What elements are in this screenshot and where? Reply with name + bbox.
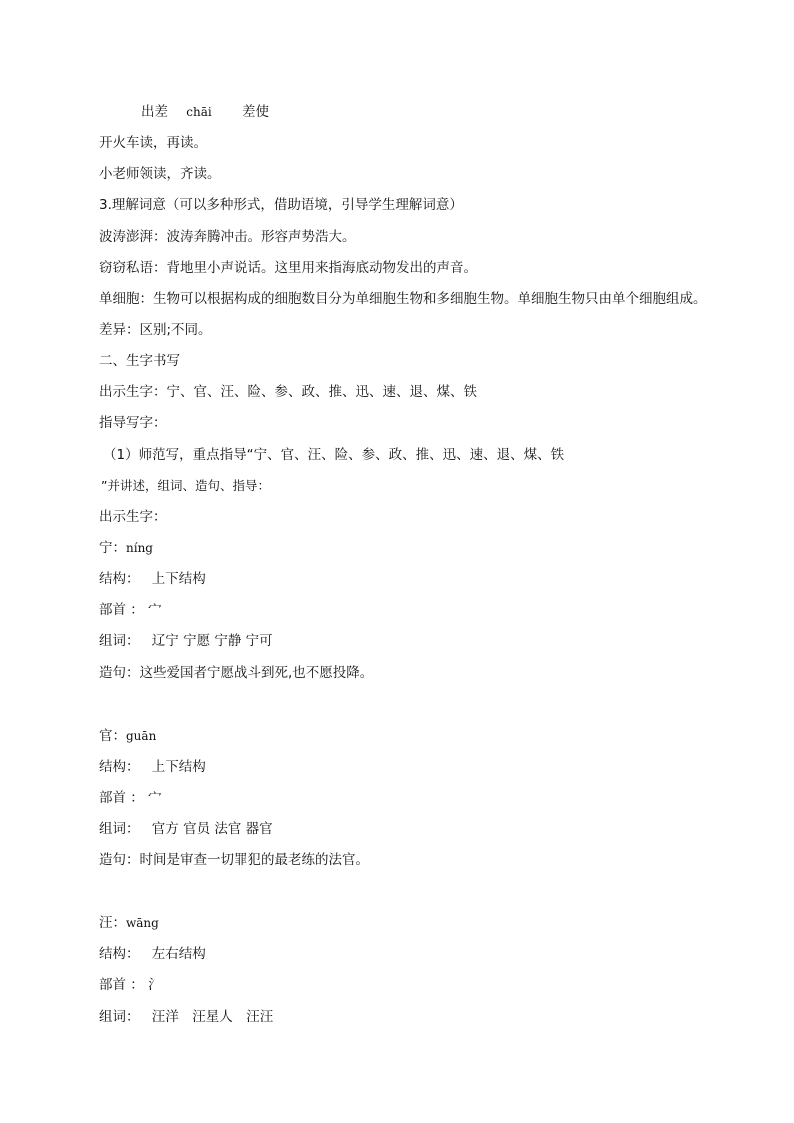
field-label: 结构：: [99, 759, 140, 775]
field-label: 组词：: [99, 1009, 140, 1025]
character-label: 汪：: [99, 915, 126, 931]
sentence-line: 造句：时间是审查一切罪犯的最老练的法官。: [99, 852, 369, 868]
structure-line: [99, 944, 206, 964]
paragraph: 出示生字：: [99, 509, 167, 525]
field-label: 组词：: [99, 633, 140, 649]
field-label: 结构：: [99, 571, 140, 587]
polyphone-line: [141, 102, 269, 122]
field-label: 部首 ：: [99, 602, 144, 618]
pinyin-text: chāi: [186, 105, 212, 119]
field-value: 汪洋 汪星人 汪汪: [151, 1009, 274, 1025]
field-value: 左右结构: [151, 946, 206, 962]
paragraph: （1）师范写，重点指导“宁、官、汪、险、参、政、推、迅、速、退、煤、铁: [103, 447, 565, 463]
words-line: [99, 1007, 273, 1027]
sentence-line: 造句：这些爱国者宁愿战斗到死,也不愿投降。: [99, 665, 374, 681]
definition: 单细胞：生物可以根据构成的细胞数目分为单细胞生物和多细胞生物。单细胞生物只由单个细胞组成。: [99, 291, 707, 307]
radical-line: [99, 788, 162, 808]
field-label: 部首 ：: [99, 977, 144, 993]
pinyin-text: wāng: [126, 916, 159, 930]
definition: 窃窃私语：背地里小声说话。这里用来指海底动物发出的声音。: [99, 260, 477, 276]
field-value: 官方 官员 法官 器官: [151, 821, 273, 837]
character-label: 宁：: [99, 540, 126, 556]
section-heading: 3.理解词意（可以多种形式，借助语境，引导学生理解词意）: [99, 197, 463, 213]
field-value: 上下结构: [151, 571, 206, 587]
words-line: [99, 819, 273, 839]
field-value: 宀: [148, 602, 162, 618]
field-value: 氵: [148, 977, 162, 993]
character-label: 官：: [99, 728, 126, 744]
radical-line: [99, 600, 162, 620]
field-value: 宀: [148, 790, 162, 806]
paragraph: 出示生字：宁、官、汪、险、参、政、推、迅、速、退、煤、铁: [99, 384, 477, 400]
character-line: [99, 726, 156, 746]
paragraph: 开火车读，再读。: [99, 135, 207, 151]
structure-line: [99, 569, 206, 589]
section-heading: 二、生字书写: [99, 353, 180, 369]
definition: 差异：区别;不同。: [99, 322, 212, 338]
definition: 波涛澎湃：波涛奔腾冲击。形容声势浩大。: [99, 229, 356, 245]
words-line: [99, 631, 273, 651]
structure-line: [99, 757, 206, 777]
field-value: 辽宁 宁愿 宁静 宁可: [151, 633, 273, 649]
character-line: [99, 538, 153, 558]
field-value: 上下结构: [151, 759, 206, 775]
paragraph: 指导写字：: [99, 415, 167, 431]
pinyin-text: níng: [126, 541, 153, 555]
character-line: [99, 913, 159, 933]
pinyin-text: guān: [126, 729, 157, 743]
field-label: 部首 ：: [99, 790, 144, 806]
paragraph: 小老师领读，齐读。: [99, 166, 221, 182]
field-label: 组词：: [99, 821, 140, 837]
word-text: 出差: [141, 104, 168, 120]
radical-line: [99, 975, 162, 995]
paragraph: ”并讲述，组词、造句、指导：: [101, 478, 270, 493]
word-text: 差使: [242, 104, 270, 120]
field-label: 结构：: [99, 946, 140, 962]
